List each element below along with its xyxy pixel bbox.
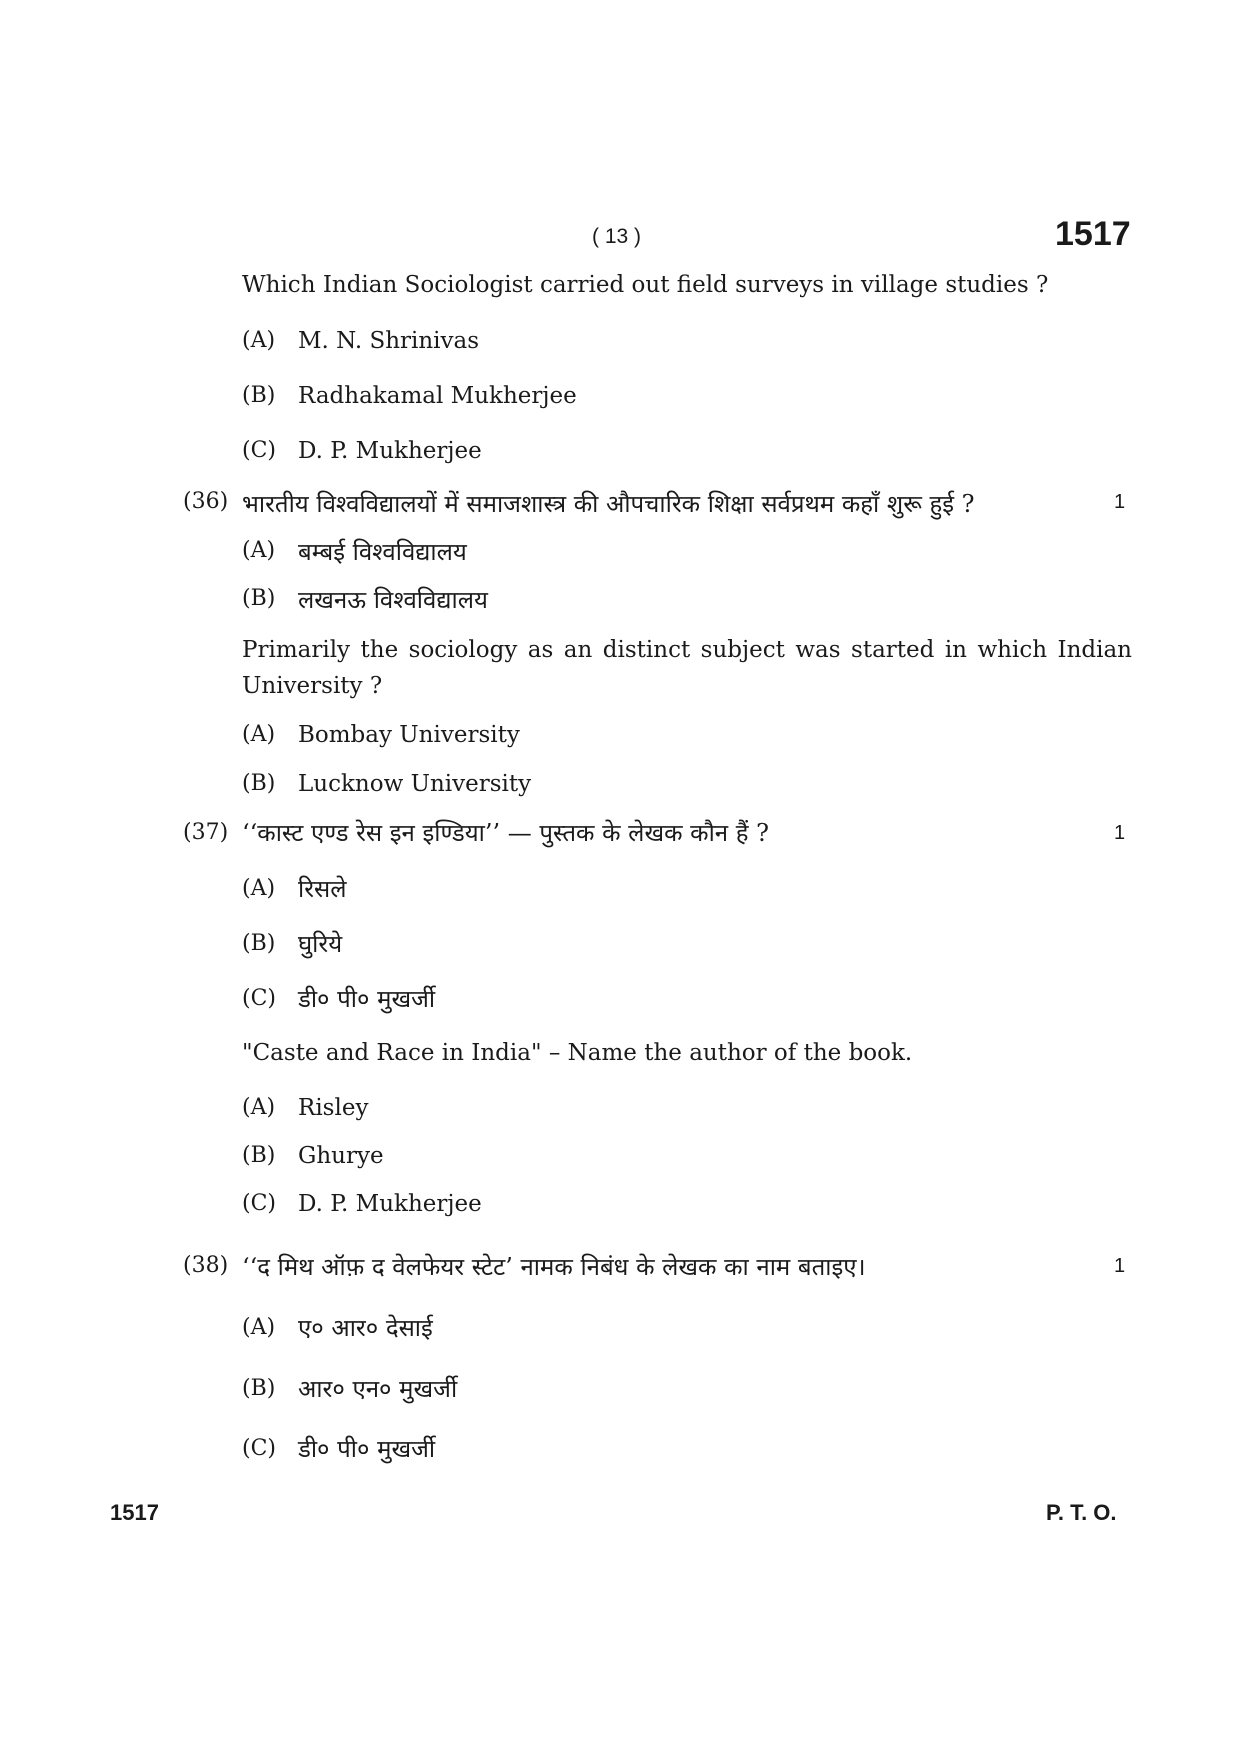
q35-english-option-text: M. N. Shrinivas: [298, 328, 480, 354]
q37-english-option-text: D. P. Mukherjee: [298, 1191, 482, 1217]
q35-english-option-label: (B): [242, 383, 276, 408]
q36-english-option-text: Lucknow University: [298, 771, 532, 797]
q36-english-question: Primarily the sociology as an distinct subject was started in which Indian University ?: [242, 637, 1132, 699]
q38-number: (38): [183, 1253, 229, 1278]
q36-hindi-option-text: लखनऊ विश्वविद्यालय: [298, 586, 488, 614]
q38-hindi-option-label: (A): [242, 1315, 276, 1340]
q37-hindi-option-label: (B): [242, 931, 276, 956]
q38-hindi-option-text: डी० पी० मुखर्जी: [298, 1435, 436, 1463]
q35-english-question: Which Indian Sociologist carried out field surveys in village studies ?: [242, 272, 1049, 298]
q38-hindi-question: ‘‘द मिथ ऑफ़ द वेलफेयर स्टेट’ नामक निबंध के लेखक का नाम बताइए।: [242, 1253, 866, 1281]
q36-hindi-option-text: बम्बई विश्वविद्यालय: [298, 538, 467, 566]
q37-hindi-question: ‘‘कास्ट एण्ड रेस इन इण्डिया’’ — पुस्तक के लेखक कौन हैं ?: [242, 819, 769, 847]
q37-english-question: "Caste and Race in India" – Name the author of the book.: [242, 1040, 913, 1066]
q37-english-option-label: (A): [242, 1095, 276, 1120]
q37-english-option-label: (B): [242, 1143, 276, 1168]
q36-hindi-option-label: (A): [242, 538, 276, 563]
q36-english-option-text: Bombay University: [298, 722, 520, 748]
q35-english-option-text: Radhakamal Mukherjee: [298, 383, 577, 409]
q37-hindi-option-label: (C): [242, 986, 276, 1011]
paper-code-header: 1517: [1055, 215, 1131, 253]
q38-hindi-option-text: आर० एन० मुखर्जी: [298, 1375, 458, 1403]
q36-number: (36): [183, 489, 229, 514]
q37-number: (37): [183, 820, 229, 845]
q38-marks: 1: [1114, 1255, 1126, 1277]
q36-hindi-question: भारतीय विश्वविद्यालयों में समाजशास्त्र की औपचारिक शिक्षा सर्वप्रथम कहाँ शुरू हुई ?: [242, 490, 975, 518]
pto-label: P. T. O.: [1046, 1500, 1117, 1525]
q36-english-option-label: (B): [242, 771, 276, 796]
q35-english-option-text: D. P. Mukherjee: [298, 438, 482, 464]
q35-english-option-label: (A): [242, 328, 276, 353]
q37-hindi-option-text: डी० पी० मुखर्जी: [298, 985, 436, 1013]
q36-marks: 1: [1114, 491, 1126, 513]
q37-marks: 1: [1114, 822, 1126, 844]
q37-english-option-text: Ghurye: [298, 1143, 384, 1169]
page-number: ( 13 ): [592, 225, 642, 248]
q35-english-option-label: (C): [242, 438, 276, 463]
q37-english-option-text: Risley: [298, 1095, 369, 1121]
q37-english-option-label: (C): [242, 1191, 276, 1216]
q37-hindi-option-text: रिसले: [298, 875, 347, 903]
q38-hindi-option-label: (B): [242, 1376, 276, 1401]
q37-hindi-option-label: (A): [242, 876, 276, 901]
q37-hindi-option-text: घुरिये: [298, 930, 343, 958]
q38-hindi-option-label: (C): [242, 1436, 276, 1461]
q36-english-option-label: (A): [242, 722, 276, 747]
q38-hindi-option-text: ए० आर० देसाई: [298, 1314, 433, 1342]
q36-hindi-option-label: (B): [242, 586, 276, 611]
paper-code-footer: 1517: [110, 1500, 159, 1525]
